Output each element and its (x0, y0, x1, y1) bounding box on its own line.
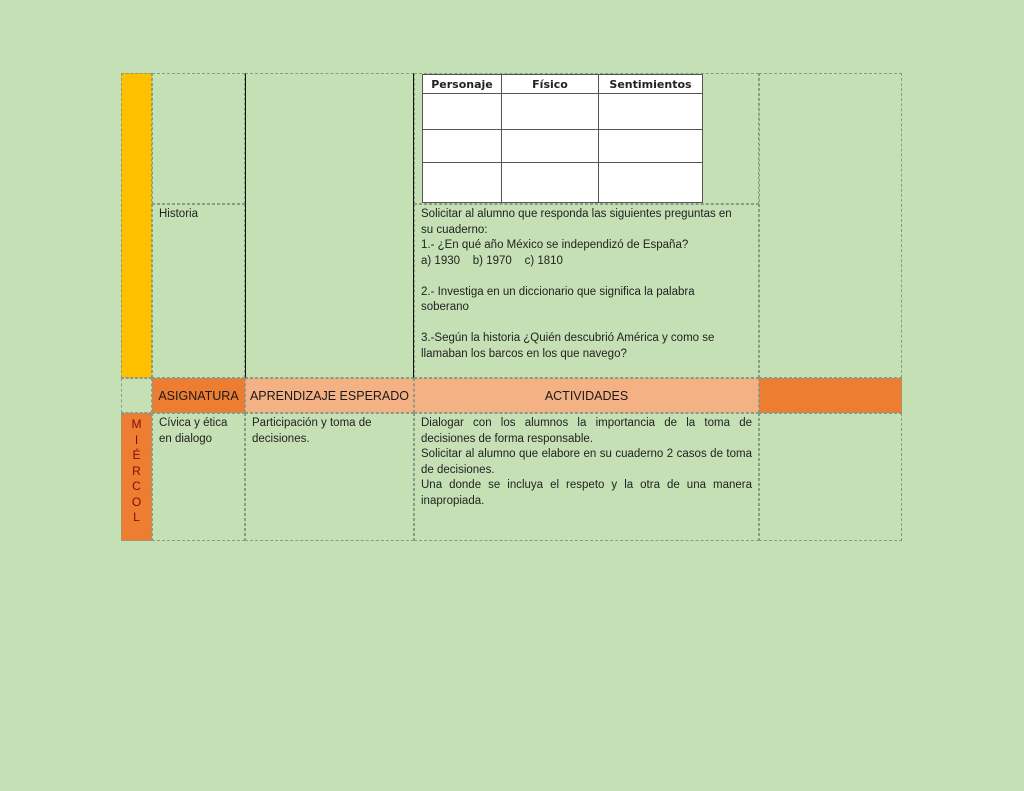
extra-cell-top (759, 73, 902, 378)
header-personaje: Personaje (423, 75, 502, 94)
learning-line: Participación y toma de (252, 417, 372, 429)
activity-line (421, 269, 752, 285)
worksheet-cell (502, 94, 599, 130)
learning-cell-top (245, 73, 414, 378)
activity-line: decisiones de forma responsable. (421, 432, 593, 445)
header-aprendizaje-label: APRENDIZAJE ESPERADO (249, 388, 410, 403)
worksheet-cell (502, 130, 599, 162)
activity-line: Solicitar al alumno que responda las siguientes preguntas en (421, 208, 732, 220)
subject-cell-top (152, 73, 245, 204)
extra-cell-civica (759, 413, 902, 541)
subject-historia (152, 204, 245, 378)
day-letter: R (132, 463, 141, 478)
header-sentimientos: Sentimientos (599, 75, 703, 94)
activity-line: 1.- ¿En qué año México se independizó de España? (421, 239, 689, 251)
activity-line (421, 316, 752, 332)
subject-civica (152, 413, 245, 541)
header-fisico: Físico (502, 75, 599, 94)
learning-civica (245, 413, 414, 541)
activity-line: a) 1930 b) 1970 c) 1810 (421, 254, 563, 267)
day-letter: L (133, 510, 140, 524)
worksheet-cell (423, 162, 502, 202)
day-letter: O (131, 494, 142, 509)
day-letter: É (132, 448, 141, 462)
worksheet-cell (423, 94, 502, 130)
day-bar-top (121, 73, 152, 378)
activity-line: Una donde se incluya el respeto y la otra de una manera (421, 479, 752, 491)
activity-line: llamaban los barcos en los que navego? (421, 347, 627, 360)
worksheet-cell (423, 130, 502, 162)
day-label-vertical (121, 413, 152, 541)
activity-line: 2.- Investiga en un diccionario que significa la palabra (421, 285, 695, 298)
activity-line: inapropiada. (421, 494, 485, 507)
worksheet-cell (599, 130, 703, 162)
activity-historia (414, 204, 759, 378)
worksheet-cell (502, 162, 599, 202)
header-empty-left (121, 378, 152, 413)
learning-line: decisiones. (252, 432, 310, 445)
header-extra (759, 378, 902, 413)
subject-historia-label: Historia (159, 208, 198, 220)
day-letter: C (132, 479, 141, 493)
subject-line: en dialogo (159, 432, 213, 445)
activity-civica (414, 413, 759, 541)
worksheet-cell (599, 94, 703, 130)
activity-line: soberano (421, 301, 469, 313)
day-letter: M (131, 417, 142, 431)
header-actividades-label: ACTIVIDADES (544, 388, 629, 403)
header-actividades (414, 378, 759, 413)
activity-line: 3.-Según la historia ¿Quién descubrió América y como se (421, 332, 715, 344)
activity-cell-top (414, 73, 759, 204)
activity-line: de decisiones. (421, 463, 495, 476)
activity-line: su cuaderno: (421, 223, 488, 236)
header-asignatura-label: ASIGNATURA (158, 388, 239, 403)
header-aprendizaje (245, 378, 414, 413)
activity-line: Solicitar al alumno que elabore en su cuaderno 2 casos de toma (421, 448, 752, 460)
character-worksheet-table (422, 74, 703, 203)
subject-line: Cívica y ética (159, 417, 228, 429)
activity-line: Dialogar con los alumnos la importancia de la toma de (421, 417, 752, 429)
header-asignatura (152, 378, 245, 413)
worksheet-cell (599, 162, 703, 202)
lesson-plan-table (121, 73, 902, 541)
day-letter: I (134, 432, 139, 447)
